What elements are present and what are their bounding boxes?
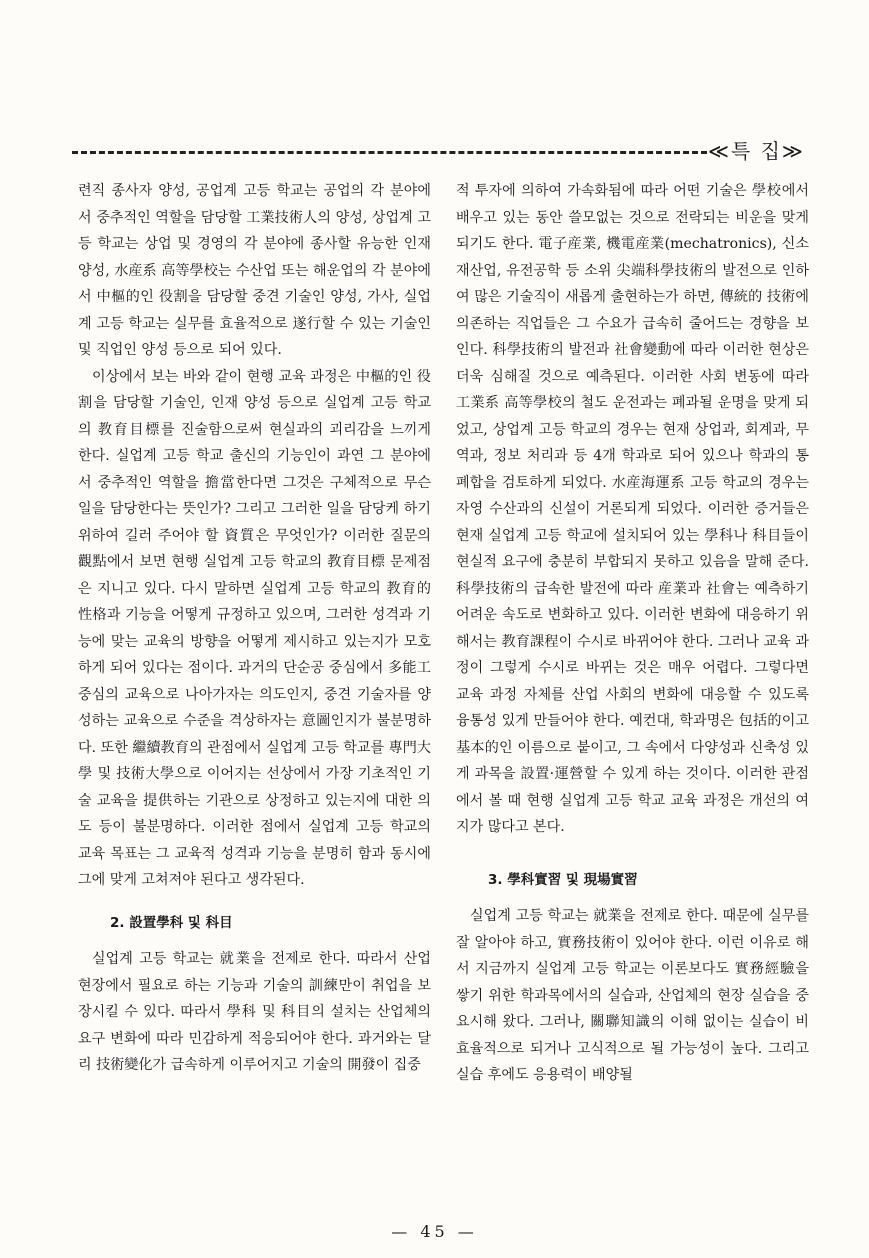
page-number: — 45 — [391,1222,478,1241]
section-tag: ≪특 집≫ [708,139,805,163]
left-column [78,178,431,1079]
section-heading-2: 2. 設置學科 및 科目 [110,914,233,931]
left-paragraph-3: 실업계 고등 학교는 就業을 전제로 한다. 따라서 산업 현장에서 필요로 하는 기능과 기술의 訓練만이 취업을 보장시킬 수 있다. 따라서 學科 및 科目의 설치는 산업체의 요구 변화에 따라 민감하게 적응되어야 한다. 과거와는 달리 技術變化가 급속하게 이루어지고 기술의 開發이 집중 [78,951,431,1073]
right-paragraph-1: 적 투자에 의하여 가속화됨에 따라 어떤 기술은 學校에서 배우고 있는 동안 쓸모없는 것으로 전락되는 비운을 맞게 되기도 한다. 電子産業, 機電産業(mechatronics), 신소재산업, 유전공학 등 소위 尖端科學技術의 발전으로 인하여 많은 기술직이 새롭게 출현하는가 하면, 傳統的 技術에 의존하는 직업들은 그 수요가 급속히 줄어드는 경향을 보인다. 科學技術의 발전과 社會變動에 따라 이러한 현상은 더욱 심해질 것으로 예측된다. 이러한 사회 변동에 따라 工業系 高等學校의 철도 운전과는 폐과될 운명을 맞게 되었고, 상업계 고등 학교의 경우는 현재 상업과, 회계과, 무역과, 정보 처리과 등 4개 학과로 되어 있으나 학과의 통폐합을 검토하게 되었다. 水産海運系 고등 학교의 경우는 자영 수산과의 신설이 거론되게 되었다. 이러한 증거들은 현재 실업계 고등 학교에 설치되어 있는 學科나 科目들이 현실적 요구에 충분히 부합되지 못하고 있음을 말해 준다. 科學技術의 급속한 발전에 따라 産業과 社會는 예측하기 어려운 속도로 변화하고 있다. 이러한 변화에 대응하기 위해서는 教育課程이 수시로 바뀌어야 한다. 그러나 교육 과정이 그렇게 수시로 바뀌는 것은 매우 어렵다. 그렇다면 교육 과정 자체를 산업 사회의 변화에 대응할 수 있도록 융통성 있게 만들어야 한다. 예컨대, 학과명은 包括的이고 基本的인 이름으로 붙이고, 그 속에서 다양성과 신축성 있게 과목을 設置·運營할 수 있게 하는 것이다. 이러한 관점에서 볼 때 현행 실업계 고등 학교 교육 과정은 개선의 여지가 많다고 본다. [456,183,809,835]
left-paragraph-2: 이상에서 보는 바와 같이 현행 교육 과정은 中樞的인 役割을 담당할 기술인, 인재 양성 등으로 실업계 고등 학교의 教育目標를 진술함으로써 현실과의 괴리감을 느끼게 한다. 실업계 고등 학교 출신의 기능인이 과연 그 분야에서 중추적인 역할을 擔當한다면 그것은 구체적으로 무슨 일을 담당한다는 뜻인가? 그리고 그러한 일을 담당케 하기 위하여 길러 주어야 할 資質은 무엇인가? 이러한 질문의 觀點에서 보면 현행 실업계 고등 학교의 教育目標 문제점은 지니고 있다. 다시 말하면 실업계 고등 학교의 教育的 性格과 기능을 어떻게 규정하고 있으며, 그러한 성격과 기능에 맞는 교육의 방향을 어떻게 제시하고 있는지가 모호하게 되어 있다는 점이다. 과거의 단순공 중심에서 多能工 중심의 교육으로 나아가자는 의도인지, 중견 기술자를 양성하는 교육으로 수준을 격상하자는 意圖인지가 불분명하다. 또한 繼續教育의 관점에서 실업계 고등 학교를 專門大學 및 技術大學으로 이어지는 선상에서 가장 기초적인 기술 교육을 提供하는 기관으로 상정하고 있는지에 대한 의도 등이 불분명하다. 이러한 점에서 실업계 고등 학교의 교육 목표는 그 교육적 성격과 기능을 분명히 함과 동시에 그에 맞게 고쳐져야 된다고 생각된다. [78,368,431,888]
right-column [456,178,809,1089]
right-paragraph-2: 실업계 고등 학교는 就業을 전제로 한다. 때문에 실무를 잘 알아야 하고, 實務技術이 있어야 한다. 이런 이유로 해서 지금까지 실업계 고등 학교는 이론보다도 實務經驗을 쌓기 위한 학과목에서의 실습과, 산업체의 현장 실습을 중요시해 왔다. 그러나, 關聯知識의 이해 없이는 실습이 비효율적으로 되거나 고식적으로 될 가능성이 높다. 그리고 실습 후에도 응용력이 배양될 [456,908,809,1083]
left-paragraph-1: 련직 종사자 양성, 공업계 고등 학교는 공업의 각 분야에서 중추적인 역할을 담당할 工業技術人의 양성, 상업계 고등 학교는 상업 및 경영의 각 분야에 종사할 유능한 인재 양성, 水産系 高等學校는 수산업 또는 해운업의 각 분야에서 中樞的인 役割을 담당할 중견 기술인 양성, 가사, 실업계 고등 학교는 실무를 효율적으로 遂行할 수 있는 기술인 및 직업인 양성 등으로 되어 있다. [78,183,431,358]
section-heading-3: 3. 學科實習 및 現場實習 [488,871,638,888]
header-rule [72,151,707,154]
